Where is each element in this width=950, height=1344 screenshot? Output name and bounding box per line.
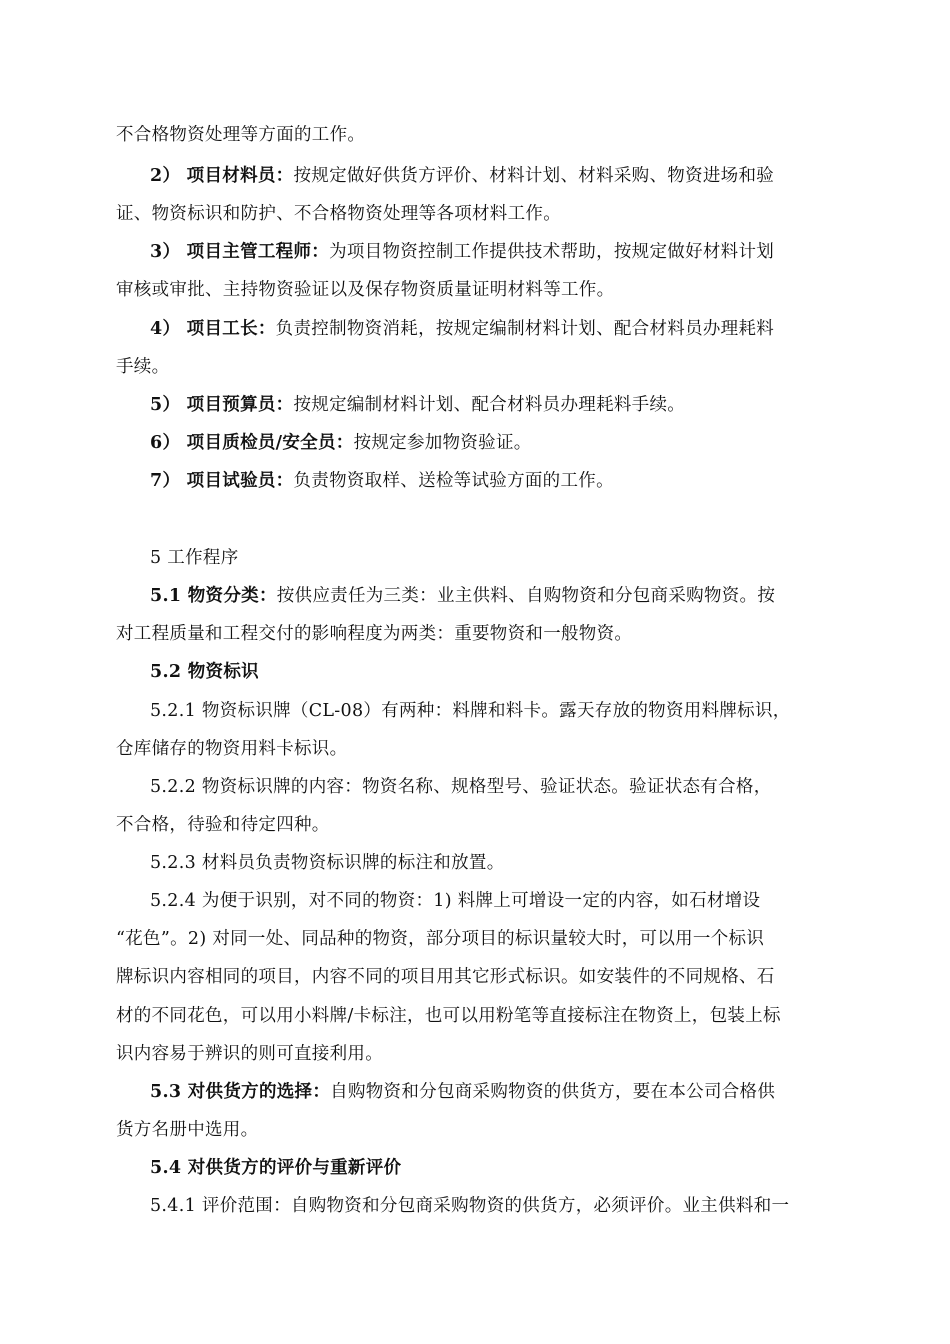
role-item-tester bbox=[150, 469, 614, 493]
paragraph-line: 5.2.2 物资标识牌的内容：物资名称、规格型号、验证状态。验证状态有合格， bbox=[150, 777, 772, 797]
role-label: 5） 项目预算员： bbox=[150, 395, 294, 415]
role-item-budgeter bbox=[150, 393, 685, 417]
subsection-text: 自购物资和分包商采购物资的供货方，要在本公司合格供 bbox=[330, 1082, 776, 1102]
paragraph-line: 5.2.3 材料员负责物资标识牌的标注和放置。 bbox=[150, 853, 505, 873]
subsection-label: 5.1 物资分类： bbox=[150, 586, 277, 606]
role-item-foreman bbox=[150, 317, 774, 341]
subsection-heading: 5.2 物资标识 bbox=[150, 662, 259, 682]
subsection-5-3 bbox=[150, 1080, 775, 1104]
paragraph-line: 5.2.1 物资标识牌（CL-08）有两种：料牌和料卡。露天存放的物资用料牌标识， bbox=[150, 701, 791, 721]
role-text: 为项目物资控制工作提供技术帮助，按规定做好材料计划 bbox=[329, 242, 775, 262]
paragraph-line: 仓库储存的物资用料卡标识。 bbox=[116, 739, 348, 759]
paragraph-line: 证、物资标识和防护、不合格物资处理等各项材料工作。 bbox=[116, 204, 561, 224]
paragraph-line: 牌标识内容相同的项目，内容不同的项目用其它形式标识。如安装件的不同规格、石 bbox=[116, 967, 775, 987]
role-text: 按规定编制材料计划、配合材料员办理耗料手续。 bbox=[293, 395, 686, 415]
subsection-text: 按供应责任为三类：业主供料、自购物资和分包商采购物资。按 bbox=[276, 586, 776, 606]
paragraph-line: 材的不同花色，可以用小料牌/卡标注，也可以用粉笔等直接标注在物资上，包装上标 bbox=[116, 1006, 781, 1026]
paragraph-line: 识内容易于辨识的则可直接利用。 bbox=[116, 1044, 383, 1064]
paragraph-line: “花色”。2) 对同一处、同品种的物资，部分项目的标识量较大时，可以用一个标识 bbox=[116, 929, 765, 949]
role-label: 6） 项目质检员/安全员： bbox=[150, 433, 354, 453]
paragraph-line: 5.2.4 为便于识别，对不同的物资：1) 料牌上可增设一定的内容，如石材增设 bbox=[150, 891, 761, 911]
paragraph-line: 货方名册中选用。 bbox=[116, 1120, 259, 1140]
role-label: 2） 项目材料员： bbox=[150, 166, 294, 186]
paragraph-line: 5.4.1 评价范围：自购物资和分包商采购物资的供货方，必须评价。业主供料和一 bbox=[150, 1196, 790, 1216]
subsection-label: 5.3 对供货方的选择： bbox=[150, 1082, 331, 1102]
paragraph-line: 不合格物资处理等方面的工作。 bbox=[116, 125, 366, 145]
paragraph-line: 不合格，待验和待定四种。 bbox=[116, 815, 330, 835]
role-label: 4） 项目工长： bbox=[150, 319, 276, 339]
paragraph-line: 审核或审批、主持物资验证以及保存物资质量证明材料等工作。 bbox=[116, 280, 615, 300]
role-item-quality-safety bbox=[150, 431, 532, 455]
subsection-5-1 bbox=[150, 584, 775, 608]
role-text: 负责控制物资消耗，按规定编制材料计划、配合材料员办理耗料 bbox=[275, 319, 775, 339]
role-item-material-clerk bbox=[150, 164, 774, 188]
paragraph-line: 手续。 bbox=[116, 357, 170, 377]
role-item-chief-engineer bbox=[150, 240, 774, 264]
subsection-heading: 5.4 对供货方的评价与重新评价 bbox=[150, 1158, 402, 1178]
role-text: 按规定参加物资验证。 bbox=[353, 433, 532, 453]
role-label: 3） 项目主管工程师： bbox=[150, 242, 330, 262]
role-text: 按规定做好供货方评价、材料计划、材料采购、物资进场和验 bbox=[293, 166, 775, 186]
role-label: 7） 项目试验员： bbox=[150, 471, 294, 491]
role-text: 负责物资取样、送检等试验方面的工作。 bbox=[293, 471, 614, 491]
paragraph-line: 对工程质量和工程交付的影响程度为两类：重要物资和一般物资。 bbox=[116, 624, 633, 644]
section-heading: 5 工作程序 bbox=[150, 548, 239, 568]
